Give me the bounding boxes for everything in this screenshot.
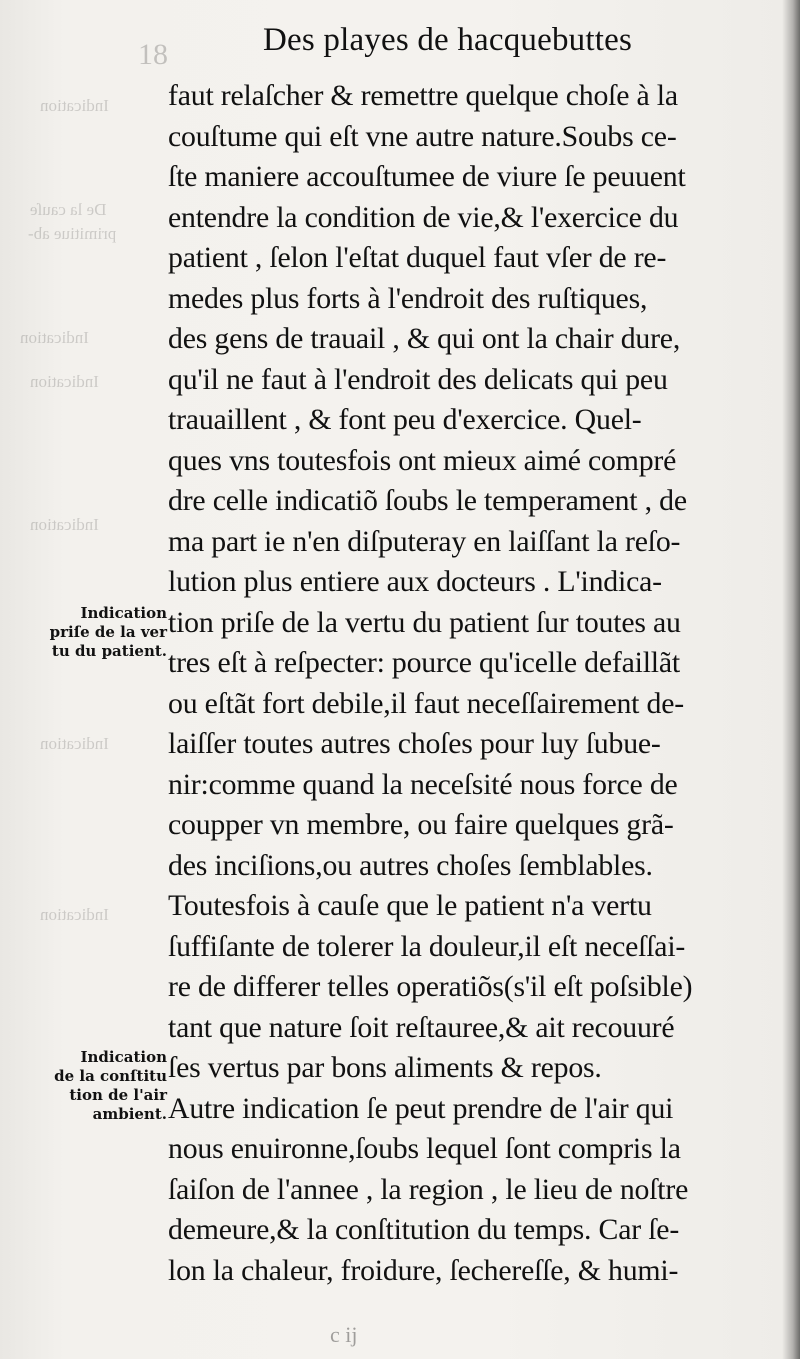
text-line: lon la chaleur, froidure, ſechereſſe, & humi- [168, 1253, 679, 1287]
show-through-text: Indication [30, 372, 99, 391]
show-through-text: De la cauſe [30, 200, 107, 219]
body-text [168, 76, 768, 1291]
text-line: ou eſtãt fort debile,il faut neceſſairement de- [168, 686, 684, 720]
text-line: laiſſer toutes autres choſes pour luy ſubue- [168, 727, 661, 760]
margin-note-ambient-air [12, 1048, 167, 1124]
text-line: trauaillent , & font peu d'exercice. Quel- [168, 403, 642, 436]
text-line: faut relaſcher & remettre quelque choſe à la [168, 79, 678, 112]
text-line: des inciſions,ou autres choſes ſemblables. [168, 848, 653, 882]
margin-note-line: tu du patient. [51, 642, 167, 660]
text-line: re de differer telles operatiõs(s'il eſt poſsible) [168, 970, 693, 1003]
text-line: nous enuironne,ſoubs lequel ſont compris la [168, 1132, 681, 1165]
text-line: tres eſt à reſpecter: pource qu'icelle defaillãt [168, 646, 680, 679]
show-through-text: primitiue ab- [28, 224, 117, 243]
text-line: Autre indication ſe peut prendre de l'air qui [168, 1091, 674, 1125]
show-through-text: Indication [40, 734, 109, 753]
text-line: qu'il ne faut à l'endroit des delicats qui peu [168, 362, 668, 396]
margin-note-line: de la conſtitu [54, 1067, 167, 1085]
show-through-text: Indication [40, 905, 109, 924]
margin-note-line: Indication [80, 604, 167, 622]
text-line: medes plus forts à l'endroit des ruſtiques, [168, 281, 648, 315]
text-line: entendre la condition de vie,& l'exercice du [168, 200, 679, 234]
text-line: nir:comme quand la neceſsité nous force de [168, 767, 678, 801]
show-through-text: Indication [30, 515, 99, 534]
show-through-text: Indication [40, 96, 109, 115]
running-header: Des playes de hacquebuttes [263, 22, 632, 58]
text-line: ques vns toutesfois ont mieux aimé compré [168, 443, 677, 477]
text-line: ſaiſon de l'annee , la region , le lieu de noſtre [168, 1172, 689, 1206]
text-line: des gens de trauail , & qui ont la chair dure, [168, 322, 681, 355]
text-line: tant que nature ſoit reſtauree,& ait recouuré [168, 1010, 675, 1044]
text-line: coupper vn membre, ou faire quelques grã- [168, 808, 674, 841]
text-line: patient , ſelon l'eſtat duquel faut vſer de re- [168, 241, 667, 274]
text-line: ſte maniere accouſtumee de viure ſe peuuent [168, 160, 686, 193]
margin-note-line: Indication [80, 1048, 167, 1066]
margin-note-line: ambient. [92, 1105, 167, 1123]
page-edge-shadow [782, 0, 800, 1359]
text-line: Toutesfois à cauſe que le patient n'a vertu [168, 889, 652, 922]
margin-note-line: priſe de la ver [49, 623, 167, 641]
text-line: ma part ie n'en diſputeray en laiſſant la reſo- [168, 524, 681, 558]
text-line: demeure,& la conſtitution du temps. Car ſe- [168, 1213, 680, 1246]
text-line: tion priſe de la vertu du patient ſur toutes au [168, 605, 681, 639]
text-line: ſuffiſante de tolerer la douleur,il eſt neceſſai- [168, 929, 686, 963]
text-line: dre celle indicatiõ ſoubs le temperament , de [168, 484, 687, 517]
page-number: 18 [138, 38, 168, 71]
margin-note-patient-strength [12, 604, 167, 661]
signature-mark: c ij [330, 1322, 358, 1347]
show-through-text: Indication [20, 328, 89, 347]
text-line: couſtume qui eſt vne autre nature.Soubs ce- [168, 119, 677, 153]
margin-note-line: tion de l'air [69, 1086, 167, 1104]
text-line: lution plus entiere aux docteurs . L'indica- [168, 565, 662, 598]
text-line: ſes vertus par bons aliments & repos. [168, 1051, 602, 1084]
